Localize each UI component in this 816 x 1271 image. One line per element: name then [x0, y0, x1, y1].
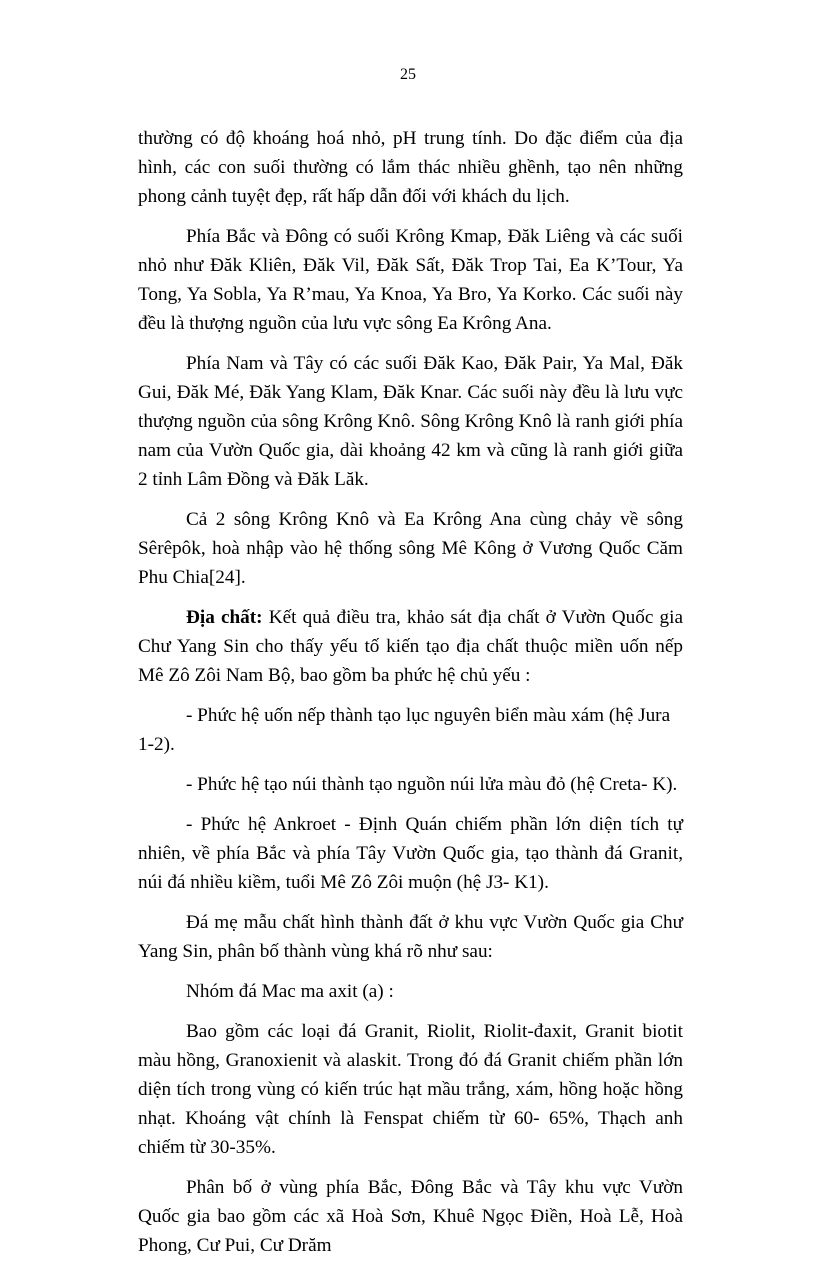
list-item-complex-2: - Phức hệ tạo núi thành tạo nguồn núi lửa màu đỏ (hệ Creta- K).	[186, 774, 678, 795]
list-item-complex-1: - Phức hệ uốn nếp thành tạo lục nguyên biển màu xám (hệ Jura 1-2).	[138, 705, 671, 755]
paragraph-south-west-streams: Phía Nam và Tây có các suối Đăk Kao, Đăk Pair, Ya Mal, Đăk Gui, Đăk Mé, Đăk Yang Klam, Đăk Knar. Các suối này đều là lưu vực thượng nguồn của sông Krông Knô. Sông Krông Knô là ranh giới phía nam của Vườn Quốc gia, dài khoảng 42 km và cũng là ranh giới giữa 2 tỉnh Lâm Đồng và Đăk Lăk.	[138, 353, 683, 490]
paragraph-granite-composition: Bao gồm các loại đá Granit, Riolit, Riolit-đaxit, Granit biotit màu hồng, Granoxienit và alaskit. Trong đó đá Granit chiếm phần lớn diện tích trong vùng có kiến trúc hạt mầu trắng, xám, hồng hoặc hồng nhạt. Khoáng vật chính là Fenspat chiếm từ 60- 65%, Thạch anh chiếm từ 30-35%.	[138, 1021, 683, 1158]
document-body	[138, 124, 683, 1271]
paragraph-distribution: Phân bố ở vùng phía Bắc, Đông Bắc và Tây khu vực Vườn Quốc gia bao gồm các xã Hoà Sơn, Khuê Ngọc Điền, Hoà Lễ, Hoà Phong, Cư Pui, Cư Drăm	[138, 1177, 683, 1256]
paragraph-geology	[138, 603, 683, 690]
geology-label: Địa chất:	[186, 607, 263, 628]
paragraph-streams-continued: thường có độ khoáng hoá nhỏ, pH trung tính. Do đặc điểm của địa hình, các con suối thường có lắm thác nhiều ghềnh, tạo nên những phong cảnh tuyệt đẹp, rất hấp dẫn đối với khách du lịch.	[138, 128, 683, 207]
paragraph-north-east-streams: Phía Bắc và Đông có suối Krông Kmap, Đăk Liêng và các suối nhỏ như Đăk Kliên, Đăk Vil, Đăk Sất, Đăk Trop Tai, Ea K’Tour, Ya Tong, Ya Sobla, Ya R’mau, Ya Knoa, Ya Bro, Ya Korko. Các suối này đều là thượng nguồn của lưu vực sông Ea Krông Ana.	[138, 226, 683, 334]
page-number: 25	[400, 66, 416, 83]
paragraph-acid-magma-heading: Nhóm đá Mac ma axit (a) :	[186, 981, 394, 1002]
geology-text: Kết quả điều tra, khảo sát địa chất ở Vườn Quốc gia Chư Yang Sin cho thấy yếu tố kiến tạo địa chất thuộc miền uốn nếp Mê Zô Zôi Nam Bộ, bao gồm ba phức hệ chủ yếu :	[138, 607, 683, 686]
paragraph-parent-rock: Đá mẹ mẫu chất hình thành đất ở khu vực Vườn Quốc gia Chư Yang Sin, phân bố thành vùng khá rõ như sau:	[138, 912, 683, 962]
paragraph-rivers-merge: Cả 2 sông Krông Knô và Ea Krông Ana cùng chảy về sông Sêrêpôk, hoà nhập vào hệ thống sông Mê Kông ở Vương Quốc Căm Phu Chia[24].	[138, 509, 683, 588]
list-item-complex-3: - Phức hệ Ankroet - Định Quán chiếm phần lớn diện tích tự nhiên, về phía Bắc và phía Tây Vườn Quốc gia, tạo thành đá Granit, núi đá nhiều kiềm, tuổi Mê Zô Zôi muộn (hệ J3- K1).	[138, 814, 683, 893]
